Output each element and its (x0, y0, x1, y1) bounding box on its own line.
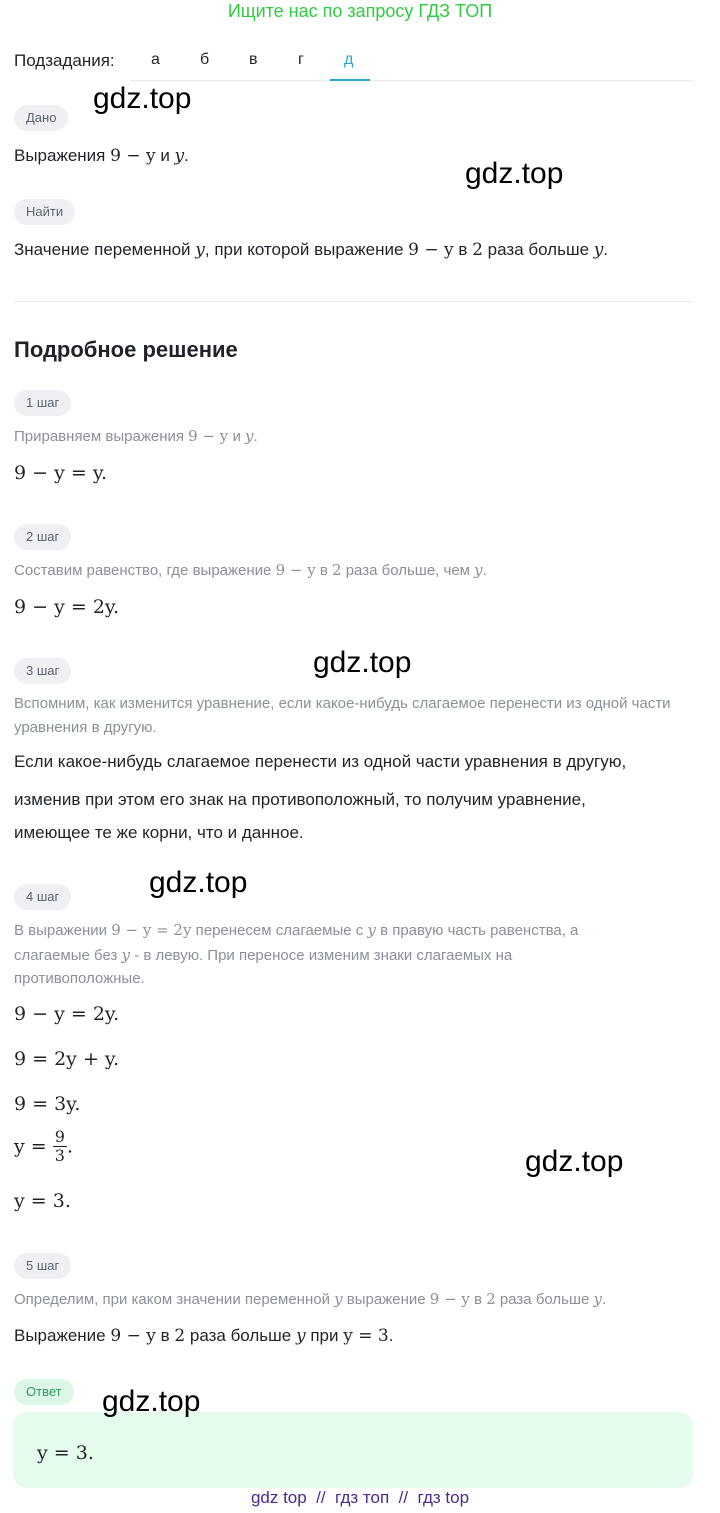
step4-equation-3: 9 = 3y. (14, 1093, 81, 1115)
step1-equation: 9 − y = y. (14, 462, 108, 484)
step2-equation: 9 − y = 2y. (14, 596, 120, 618)
step5-badge: 5 шаг (14, 1253, 71, 1279)
watermark: gdz.top (313, 646, 412, 679)
step1-badge: 1 шаг (14, 390, 71, 416)
answer-box (13, 1412, 693, 1488)
step4-equation-1: 9 − y = 2y. (14, 1003, 120, 1025)
answer-value: y = 3. (37, 1442, 94, 1464)
step4-note-line3: противоположные. (14, 970, 145, 987)
footer-links: gdz top // гдз топ // гдз top (250, 1488, 470, 1507)
fraction: $\frac{9}{3}$ (54, 1127, 65, 1165)
watermark: gdz.top (465, 157, 564, 190)
watermark: gdz.top (93, 82, 192, 115)
step4-note-line2: слагаемые без y - в левую. При переносе изменим знаки слагаемых на (14, 946, 513, 964)
find-text: Значение переменной y, при которой выражение 9 − y в 2 раза больше y. (14, 240, 609, 260)
given-badge: Дано (14, 105, 68, 131)
tabs-divider (130, 80, 693, 81)
tab-d[interactable]: д (344, 51, 354, 68)
watermark: gdz.top (525, 1145, 624, 1178)
step3-note: Вспомним, как изменится уравнение, если какое-нибудь слагаемое перенести из одной части уравнения в другую. (14, 695, 671, 736)
step4-equation-5: y = 3. (14, 1190, 71, 1212)
step4-note-line1: В выражении 9 − y = 2y перенесем слагаемые с y в правую часть равенства, а (14, 921, 579, 939)
step4-equation-4: y = $\frac{9}{3}$ . (14, 1127, 73, 1165)
subtasks-label: Подзадания: (14, 51, 115, 70)
tab-a[interactable]: а (151, 51, 160, 68)
active-tab-indicator (330, 79, 370, 81)
promo-banner: Ищите нас по запросу ГДЗ ТОП (227, 1, 493, 21)
solution-title: Подробное решение (14, 337, 238, 362)
step4-badge: 4 шаг (14, 884, 71, 910)
step3-rule-line3: имеющее те же корни, что и данное. (14, 823, 304, 842)
step3-badge: 3 шаг (14, 658, 71, 684)
step3-rule-line2: изменив при этом его знак на противоположный, то получим уравнение, (14, 790, 586, 809)
tab-b[interactable]: б (200, 51, 210, 68)
find-badge: Найти (14, 199, 75, 225)
step4-equation-2: 9 = 2y + y. (14, 1048, 120, 1070)
step5-result: Выражение 9 − y в 2 раза больше y при y = 3. (14, 1326, 394, 1346)
tab-g[interactable]: г (298, 51, 304, 68)
step5-note: Определим, при каком значении переменной y выражение 9 − y в 2 раза больше y. (14, 1290, 607, 1308)
watermark: gdz.top (102, 1385, 201, 1418)
step1-note: Приравняем выражения 9 − y и y. (14, 427, 258, 445)
section-divider (14, 301, 693, 302)
given-text: Выражения 9 − y и y. (14, 146, 189, 166)
step2-badge: 2 шаг (14, 524, 71, 550)
answer-badge: Ответ (14, 1379, 74, 1405)
step3-rule-line1: Если какое-нибудь слагаемое перенести из одной части уравнения в другую, (14, 752, 627, 771)
watermark: gdz.top (149, 866, 248, 899)
tab-v[interactable]: в (249, 51, 258, 68)
step2-note: Составим равенство, где выражение 9 − y в 2 раза больше, чем y. (14, 561, 487, 579)
